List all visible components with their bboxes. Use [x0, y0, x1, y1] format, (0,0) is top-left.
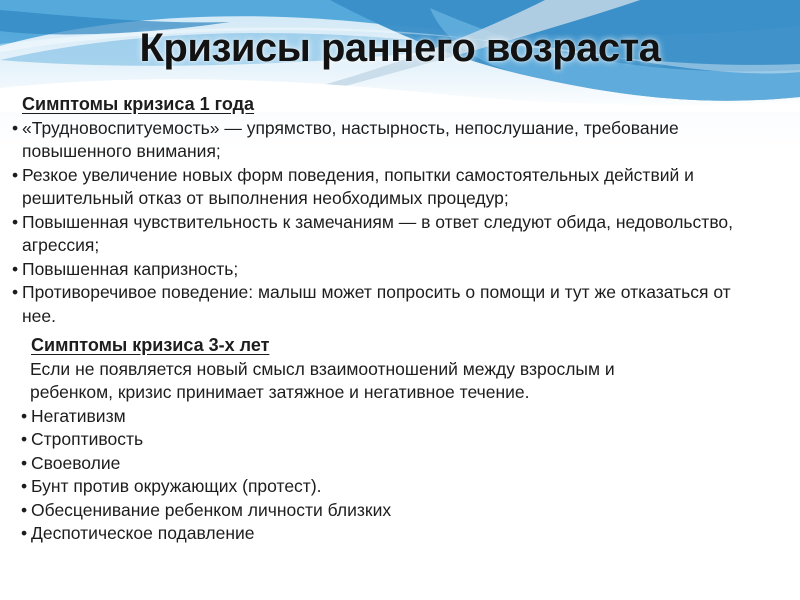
- bullet-dot-icon: •: [12, 282, 19, 302]
- section-2-bullet-list: [21, 405, 669, 546]
- bullet-item: [21, 475, 669, 499]
- bullet-item: [12, 117, 764, 164]
- bullet-item: [12, 211, 764, 258]
- bullet-item: [21, 452, 669, 476]
- bullet-dot-icon: •: [21, 452, 28, 473]
- bullet-dot-icon: •: [12, 164, 19, 185]
- section-2-intro: Если не появляется новый смысл взаимоотношений между взрослым и ребенком, кризис принимает затяжное и негативное течение.: [30, 358, 615, 402]
- bullet-text: «Трудновоспитуемость» — упрямство, настырность, непослушание, требование повышенного внимания;: [22, 117, 679, 161]
- section-crisis-1-year: [12, 93, 764, 328]
- bullet-item: [12, 164, 764, 211]
- bullet-text: Своеволие: [31, 452, 121, 473]
- bullet-dot-icon: •: [21, 523, 28, 543]
- bullet-item: [12, 258, 764, 282]
- bullet-text: Деспотическое подавление: [31, 523, 255, 543]
- bullet-item: [21, 405, 669, 429]
- section-1-heading: Симптомы кризиса 1 года: [22, 94, 255, 114]
- bullet-dot-icon: •: [21, 499, 28, 520]
- section-2-heading: Симптомы кризиса 3-х лет: [31, 335, 270, 355]
- bullet-dot-icon: •: [12, 258, 19, 279]
- bullet-item: [21, 522, 669, 546]
- section-1-bullet-list: [12, 117, 764, 329]
- bullet-dot-icon: •: [21, 476, 28, 496]
- bullet-dot-icon: •: [21, 405, 28, 426]
- bullet-text: Резкое увеличение новых форм поведения, попытки самостоятельных действий и решительный отказ от выполнения необходимых процедур;: [22, 164, 694, 208]
- bullet-item: [21, 499, 669, 523]
- bullet-text: Повышенная капризность;: [22, 258, 239, 279]
- section-crisis-3-years: [21, 334, 669, 546]
- bullet-dot-icon: •: [12, 211, 19, 232]
- bullet-item: [12, 281, 764, 328]
- slide-title: Кризисы раннего возраста: [139, 26, 661, 70]
- bullet-dot-icon: •: [21, 429, 28, 449]
- bullet-text: Противоречивое поведение: малыш может попросить о помощи и тут же отказаться от нее.: [22, 282, 731, 326]
- bullet-text: Повышенная чувствительность к замечаниям — в ответ следуют обида, недовольство, агрессия;: [22, 211, 734, 255]
- bullet-text: Строптивость: [31, 429, 144, 449]
- bullet-text: Обесценивание ребенком личности близких: [31, 499, 392, 520]
- bullet-text: Негативизм: [31, 405, 126, 426]
- bullet-item: [21, 428, 669, 452]
- bullet-dot-icon: •: [12, 117, 19, 138]
- bullet-text: Бунт против окружающих (протест).: [31, 476, 322, 496]
